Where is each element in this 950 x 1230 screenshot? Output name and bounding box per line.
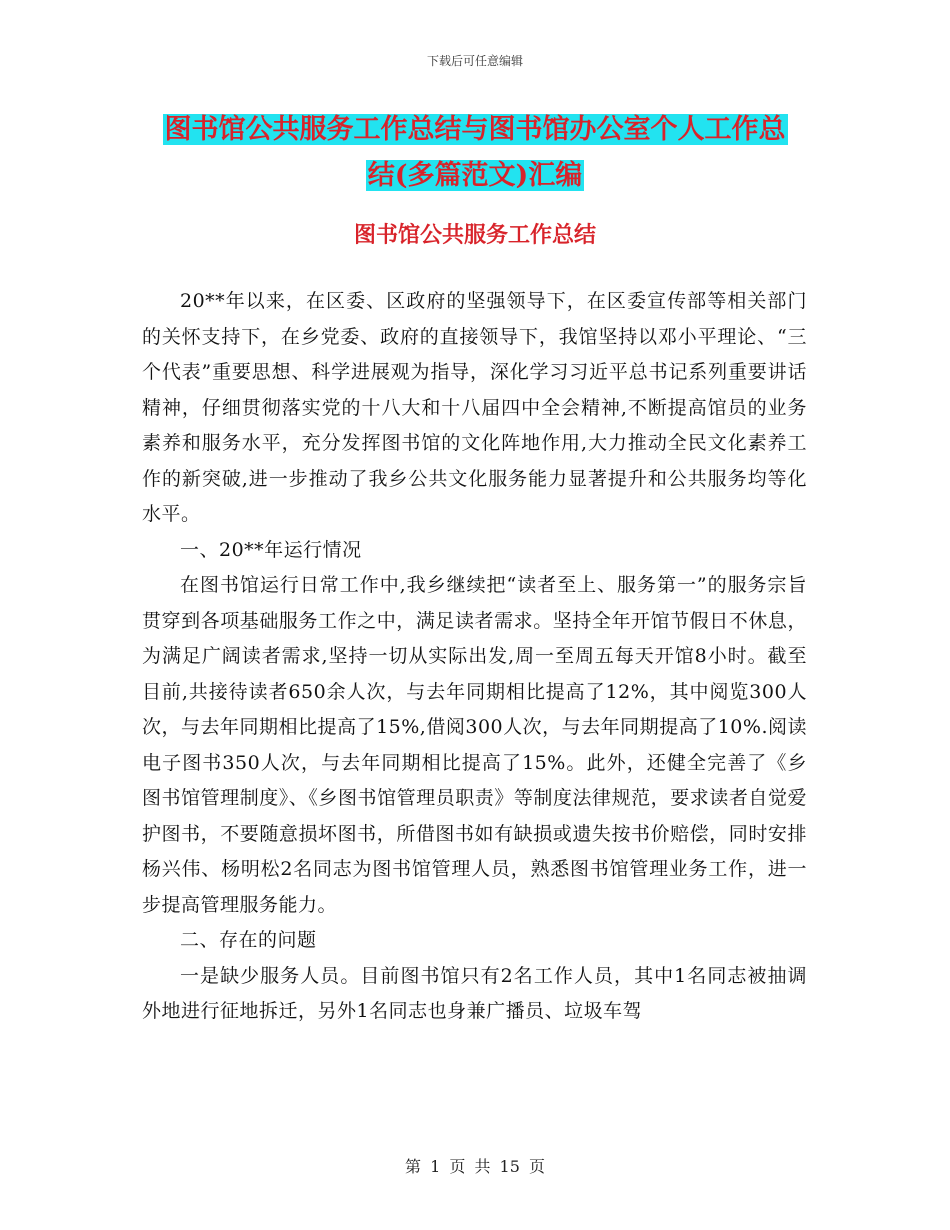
paragraph-intro: 20**年以来，在区委、区政府的坚强领导下，在区委宣传部等相关部门的关怀支持下，在乡党委、政府的直接领导下，我馆坚持以邓小平理论、“三个代表”重要思想、科学进展观为指导，深化学习习近平总书记系列重要讲话精神，仔细贯彻落实党的十八大和十八届四中全会精神,不断提高馆员的业务素养和服务水平，充分发挥图书馆的文化阵地作用,大力推动全民文化素养工作的新突破,进一步推动了我乡公共文化服务能力显著提升和公共服务均等化水平。 xyxy=(142,290,807,525)
heading-operations: 一、20**年运行情况 xyxy=(180,538,362,561)
document-title xyxy=(140,107,810,199)
document-body xyxy=(142,284,807,1030)
paragraph-operations: 在图书馆运行日常工作中,我乡继续把“读者至上、服务第一”的服务宗旨贯穿到各项基础服务工作之中，满足读者需求。坚持全年开馆节假日不休息，为满足广阔读者需求,坚持一切从实际出发,周一至周五每天开馆8小时。截至目前,共接待读者650余人次，与去年同期相比提高了12%，其中阅览300人次，与去年同期相比提高了15%,借阅300人次，与去年同期提高了10%.阅读电子图书350人次，与去年同期相比提高了15%。此外，还健全完善了《乡图书馆管理制度》、《乡图书馆管理员职责》等制度法律规范，要求读者自觉爱护图书，不要随意损坏图书，所借图书如有缺损或遗失按书价赔偿，同时安排杨兴伟、杨明松2名同志为图书馆管理人员，熟悉图书馆管理业务工作，进一步提高管理服务能力。 xyxy=(142,574,807,916)
title-line-2: 结(多篇范文)汇编 xyxy=(367,160,583,191)
title-line-1: 图书馆公共服务工作总结与图书馆办公室个人工作总 xyxy=(164,114,786,145)
page-footer: 第 1 页 共 15 页 xyxy=(405,1157,545,1176)
section-title: 图书馆公共服务工作总结 xyxy=(353,222,596,248)
heading-problems: 二、存在的问题 xyxy=(180,929,317,951)
paragraph-problems: 一是缺少服务人员。目前图书馆只有2名工作人员，其中1名同志被抽调外地进行征地拆迁，另外1名同志也身兼广播员、垃圾车驾 xyxy=(142,964,807,1022)
header-note: 下载后可任意编辑 xyxy=(426,54,523,68)
